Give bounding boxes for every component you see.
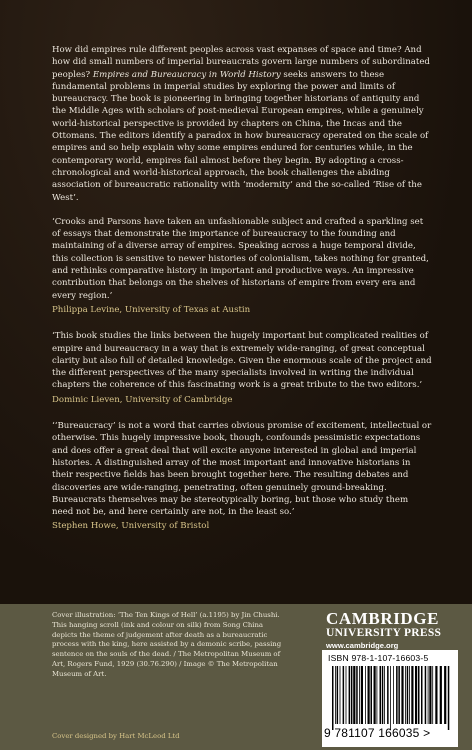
barcode-bar <box>374 666 376 724</box>
barcode-bar <box>407 666 409 724</box>
barcode-bar <box>421 666 423 724</box>
barcode-bar <box>435 666 437 724</box>
endorsement-attribution: Dominic Lieven, University of Cambridge <box>52 394 233 405</box>
barcode-bar <box>418 666 420 724</box>
barcode-bar <box>428 666 429 724</box>
barcode-bar <box>393 666 394 724</box>
barcode-bar <box>353 666 355 724</box>
barcode-bar <box>368 666 370 724</box>
barcode-bar <box>396 666 398 724</box>
endorsement-quote: ‘This book studies the links between the hugely important but complicated realities of empire and bureaucracy in a way that is extremely wide-ranging, of great conceptual clarity but also full of detailed knowledge. Given the enormous scale of the project and the different perspectives of the many specialists involved in writing the individual chapters the coherence of this fascinating work is a great tribute to the two editors.’ <box>52 331 432 391</box>
barcode-bar <box>337 666 339 724</box>
barcode-bar <box>335 666 336 724</box>
barcode-bar <box>411 666 413 724</box>
barcode-bar <box>356 666 358 724</box>
barcode-bar <box>371 666 373 724</box>
barcode-bar <box>361 666 363 724</box>
barcode-bar <box>444 666 446 724</box>
endorsement-quote: ‘Crooks and Parsons have taken an unfashionable subject and crafted a sparkling set of essays that demonstrate the importance of bureaucracy to the founding and maintaining of a diverse array of empires. Speaking across a huge temporal divide, this collection is sensitive to newer histories of colonialism, takes nothing for granted, and rethinks comparative history in important and productive ways. An impressive contribution that belongs on the shelves of historians of empire from every era and every region.’ <box>52 216 429 301</box>
barcode-bar <box>332 666 334 730</box>
cover-illustration-caption: Cover illustration: ‘The Ten Kings of Hell’ (a.1195) by Jin Chushi. This hanging scroll (ink and colour on silk) from Song China depicts the theme of judgement after death as a bureaucratic process with the king, here assisted by a demonic scribe, passing sentence on the souls of the dead. / The Metropolitan Museum of Art, Rogers Fund, 1929 (30.76.290) / Image © The Metropolitan Museum of Art. <box>52 611 282 678</box>
barcode-bar <box>377 666 378 724</box>
isbn-barcode-box <box>322 650 458 747</box>
book-title-italic: Empires and Bureaucracy in World History <box>92 69 281 80</box>
barcode-bar <box>429 666 431 724</box>
barcode-bar <box>349 666 351 724</box>
isbn-number: ISBN 978-1-107-16603-5 <box>328 653 429 663</box>
barcode-bar <box>409 666 410 724</box>
barcode-bar <box>440 666 442 724</box>
cover-footer <box>0 604 472 750</box>
publisher-logo <box>326 610 454 650</box>
publisher-name: CAMBRIDGE <box>326 609 440 628</box>
barcode-bar <box>432 666 433 724</box>
barcode-bar <box>387 666 389 724</box>
barcode-bar <box>425 666 427 724</box>
barcode-bar <box>405 666 406 724</box>
barcode-bar <box>382 666 384 724</box>
barcode-bar <box>351 666 353 724</box>
barcode-bar <box>380 666 382 724</box>
endorsement-attribution: Philippa Levine, University of Texas at Austin <box>52 304 251 315</box>
barcode-bar <box>365 666 366 724</box>
blurb-body: seeks answers to these fundamental problems in imperial studies by exploring the power and limits of bureaucracy. The book is pioneering in bringing together historians of antiquity and the Middle Ages with scholars of post-medieval European empires, while a genuinely world-historical perspective is provided by chapters on China, the Incas and the Ottomans. The editors identify a paradox in how bureaucracy operated on the scale of empires and so help explain why some empires endured for centuries while, in the contemporary world, empires fail almost before they begin. By adopting a cross-chronological and world-historical approach, the book challenges the abiding association of bureaucratic rationality with ‘modernity’ and the so-called ‘Rise of the West’. <box>52 69 429 203</box>
barcode-bar <box>346 666 347 724</box>
publisher-subtitle: UNIVERSITY PRESS <box>326 627 442 639</box>
barcode-bar <box>390 666 391 730</box>
barcode-graphic <box>332 666 450 730</box>
barcode-bar <box>401 666 403 724</box>
barcode-bar <box>359 666 360 724</box>
endorsement-quote: ‘‘Bureaucracy’ is not a word that carries obvious promise of excitement, intellectual or otherwise. This hugely impressive book, though, confounds pessimistic expectations and does offer a great deal that will excite anyone interested in global and imperial histories. A distinguished array of the most important and innovative historians in their respective fields has been brought together here. The resulting debates and discoveries are wide-ranging, penetrating, often genuinely ground-breaking. Bureaucrats themselves may be stereotypically boring, but those who study them need not be, and here certainly are not, in the least so.’ <box>52 421 432 518</box>
publisher-url: www.cambridge.org <box>326 641 399 650</box>
barcode-bar <box>415 666 417 724</box>
barcode-bar <box>384 666 385 724</box>
barcode-bar <box>448 666 450 730</box>
blurb-paragraph <box>52 44 432 204</box>
cover-designer-credit: Cover designed by Hart McLeod Ltd <box>52 732 180 740</box>
endorsement-attribution: Stephen Howe, University of Bristol <box>52 521 210 532</box>
barcode-bar <box>343 666 345 724</box>
barcode-bar <box>340 666 341 724</box>
cover-text <box>52 44 432 533</box>
blurb-intro: How did empires rule different peoples across vast expanses of space and time? And how did small numbers of imperial bureaucrats govern large numbers of subordinated peoples? <box>52 45 430 80</box>
barcode-bar <box>398 666 400 724</box>
barcode-digits: 9 781107 166035 > <box>324 726 431 740</box>
